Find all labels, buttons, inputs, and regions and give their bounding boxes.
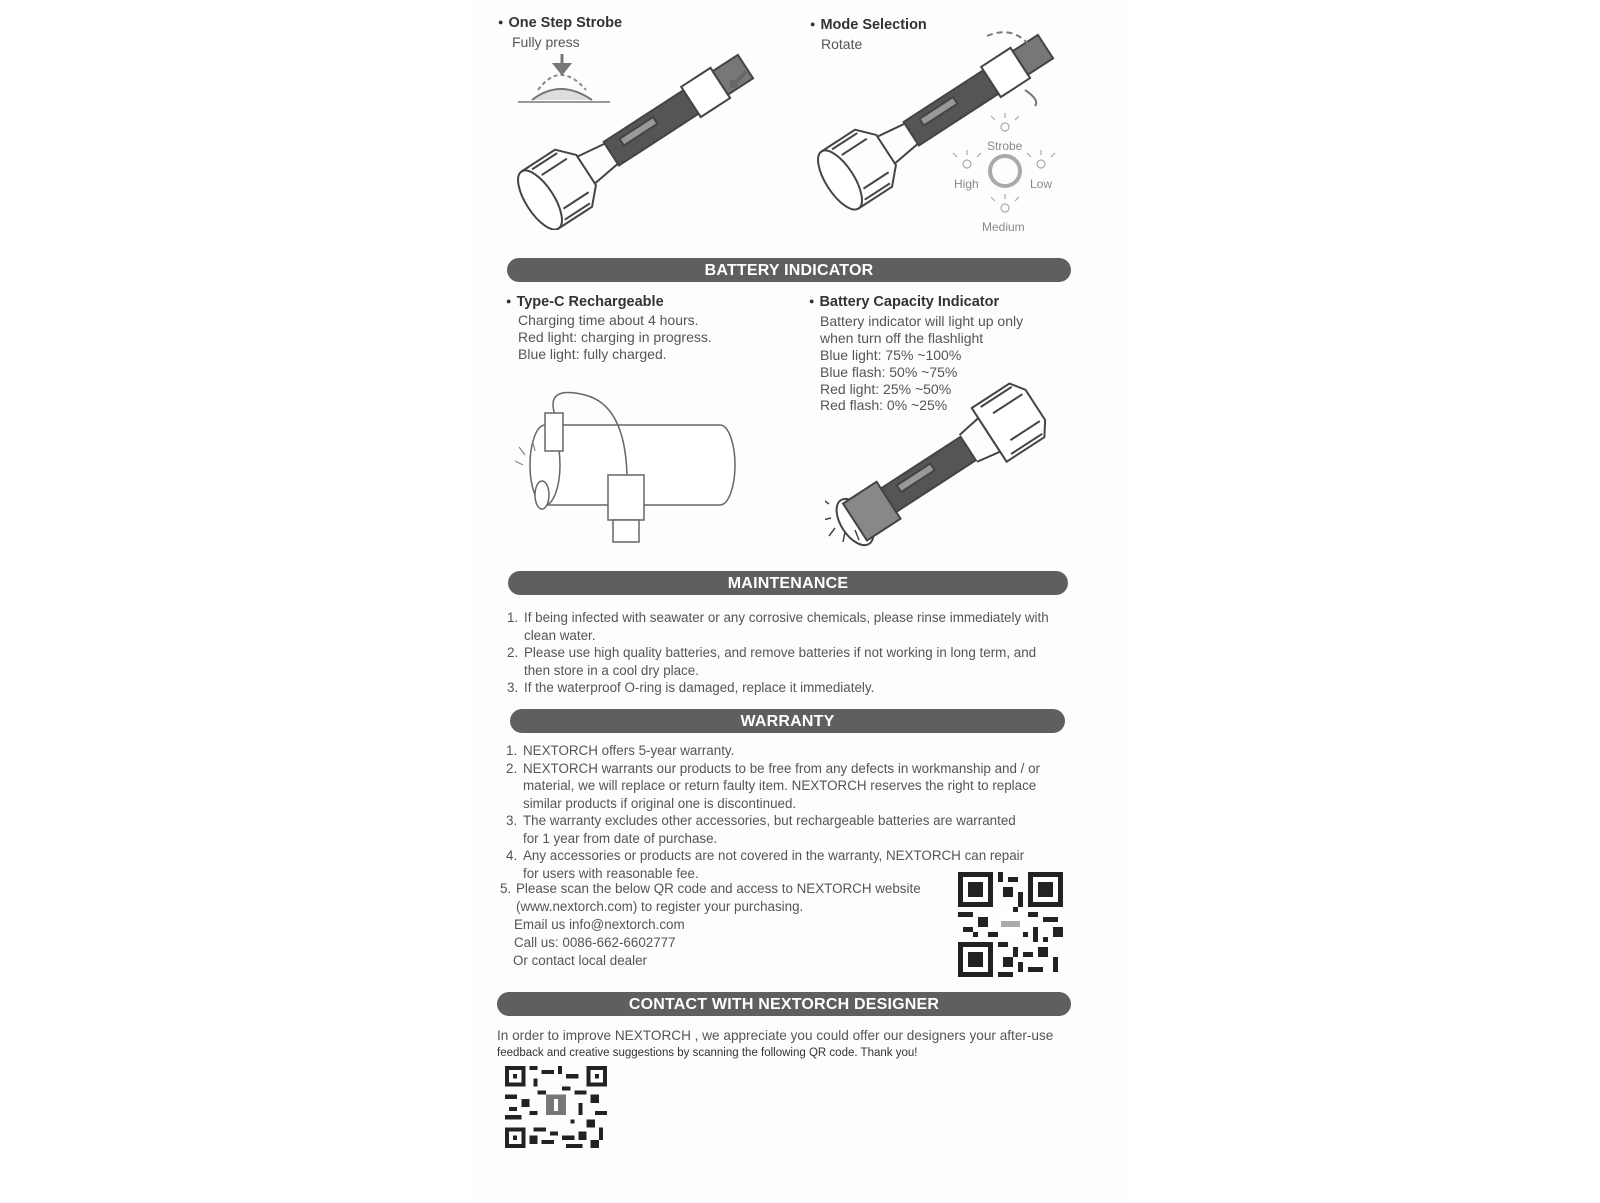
usb-charging-illustration <box>515 385 750 550</box>
mode-label-high: High <box>954 177 979 191</box>
contact-line-2: feedback and creative suggestions by scanning the following QR code. Thank you! <box>497 1047 918 1059</box>
maintenance-item <box>507 644 1077 679</box>
warranty-item <box>506 760 1076 813</box>
warranty-item-5-line: Please scan the below QR code and access to NEXTORCH website <box>516 881 921 896</box>
warranty-dealer: Or contact local dealer <box>513 953 647 968</box>
capacity-line-1: Battery indicator will light up only <box>820 313 1024 329</box>
maintenance-item-num: 1. <box>507 610 519 625</box>
warranty-item <box>506 812 1076 847</box>
capacity-line-2: when turn off the flashlight <box>820 330 984 346</box>
mode-subtitle: Rotate <box>821 36 863 52</box>
warranty-email: Email us info@nextorch.com <box>514 917 685 932</box>
warranty-item-line: similar products if original one is discontinued. <box>523 795 797 811</box>
warranty-item-line: NEXTORCH offers 5-year warranty. <box>523 743 735 758</box>
capacity-line-4: Blue flash: 50% ~75% <box>820 364 958 380</box>
warranty-item-line: NEXTORCH warrants our products to be free from any defects in workmanship and / or <box>523 760 1040 776</box>
warranty-item-line: for users with reasonable fee. <box>523 865 699 881</box>
warranty-item-line: for 1 year from date of purchase. <box>523 830 718 846</box>
maintenance-item-line: clean water. <box>524 627 596 643</box>
warranty-banner: WARRANTY <box>510 709 1065 733</box>
warranty-item-line: material, we will replace or return faulty item. NEXTORCH reserves the right to replace <box>523 778 1037 793</box>
warranty-item-num: 2. <box>506 760 518 776</box>
maintenance-list <box>507 609 1077 697</box>
warranty-item-5-num: 5. <box>500 881 512 896</box>
strobe-title: ● One Step Strobe <box>498 15 622 31</box>
designer-qr-code[interactable] <box>505 1066 607 1148</box>
warranty-item-num: 3. <box>506 813 518 828</box>
maintenance-item-line: Please use high quality batteries, and remove batteries if not working in long term, and <box>524 645 1037 660</box>
maintenance-banner: MAINTENANCE <box>508 571 1068 595</box>
mode-title: ● Mode Selection <box>810 17 927 33</box>
capacity-flashlight-illustration <box>825 380 1065 555</box>
contact-banner: CONTACT WITH NEXTORCH DESIGNER <box>497 992 1071 1016</box>
maintenance-item-line: If the waterproof O-ring is damaged, replace it immediately. <box>524 680 875 695</box>
typec-line-1: Charging time about 4 hours. <box>518 312 699 328</box>
maintenance-item <box>507 679 1077 697</box>
warranty-item-num: 1. <box>506 743 518 758</box>
warranty-item-num: 4. <box>506 848 518 863</box>
contact-line-1: In order to improve NEXTORCH , we appreciate you could offer our designers your after-use <box>497 1028 1054 1043</box>
capacity-line-5: Red light: 25% ~50% <box>820 381 952 397</box>
strobe-flashlight-illustration <box>510 50 760 230</box>
typec-line-3: Blue light: fully charged. <box>518 346 667 362</box>
typec-title: ● Type-C Rechargeable <box>506 294 664 310</box>
maintenance-item-num: 3. <box>507 680 519 695</box>
maintenance-item-line: If being infected with seawater or any corrosive chemicals, please rinse immediately with <box>524 610 1049 625</box>
mode-flashlight-illustration <box>815 30 1075 245</box>
mode-label-low: Low <box>1030 177 1053 191</box>
registration-qr-code[interactable] <box>958 872 1063 977</box>
warranty-list <box>506 742 1076 882</box>
warranty-item-5-line: (www.nextorch.com) to register your purchasing. <box>516 899 804 914</box>
capacity-title: ● Battery Capacity Indicator <box>809 294 999 310</box>
maintenance-item-num: 2. <box>507 645 519 660</box>
capacity-line-6: Red flash: 0% ~25% <box>820 397 948 413</box>
strobe-subtitle: Fully press <box>512 34 580 50</box>
warranty-phone: Call us: 0086-662-6602777 <box>514 935 676 950</box>
mode-label-strobe: Strobe <box>987 139 1023 153</box>
warranty-item-line: Any accessories or products are not covered in the warranty, NEXTORCH can repair <box>523 848 1025 863</box>
capacity-line-3: Blue light: 75% ~100% <box>820 347 962 363</box>
battery-banner: BATTERY INDICATOR <box>507 258 1071 282</box>
maintenance-item-line: then store in a cool dry place. <box>524 662 699 678</box>
warranty-item <box>506 742 1076 760</box>
maintenance-item <box>507 609 1077 644</box>
warranty-item-line: The warranty excludes other accessories, but rechargeable batteries are warranted <box>523 813 1016 828</box>
mode-label-medium: Medium <box>982 220 1025 234</box>
typec-line-2: Red light: charging in progress. <box>518 329 712 345</box>
